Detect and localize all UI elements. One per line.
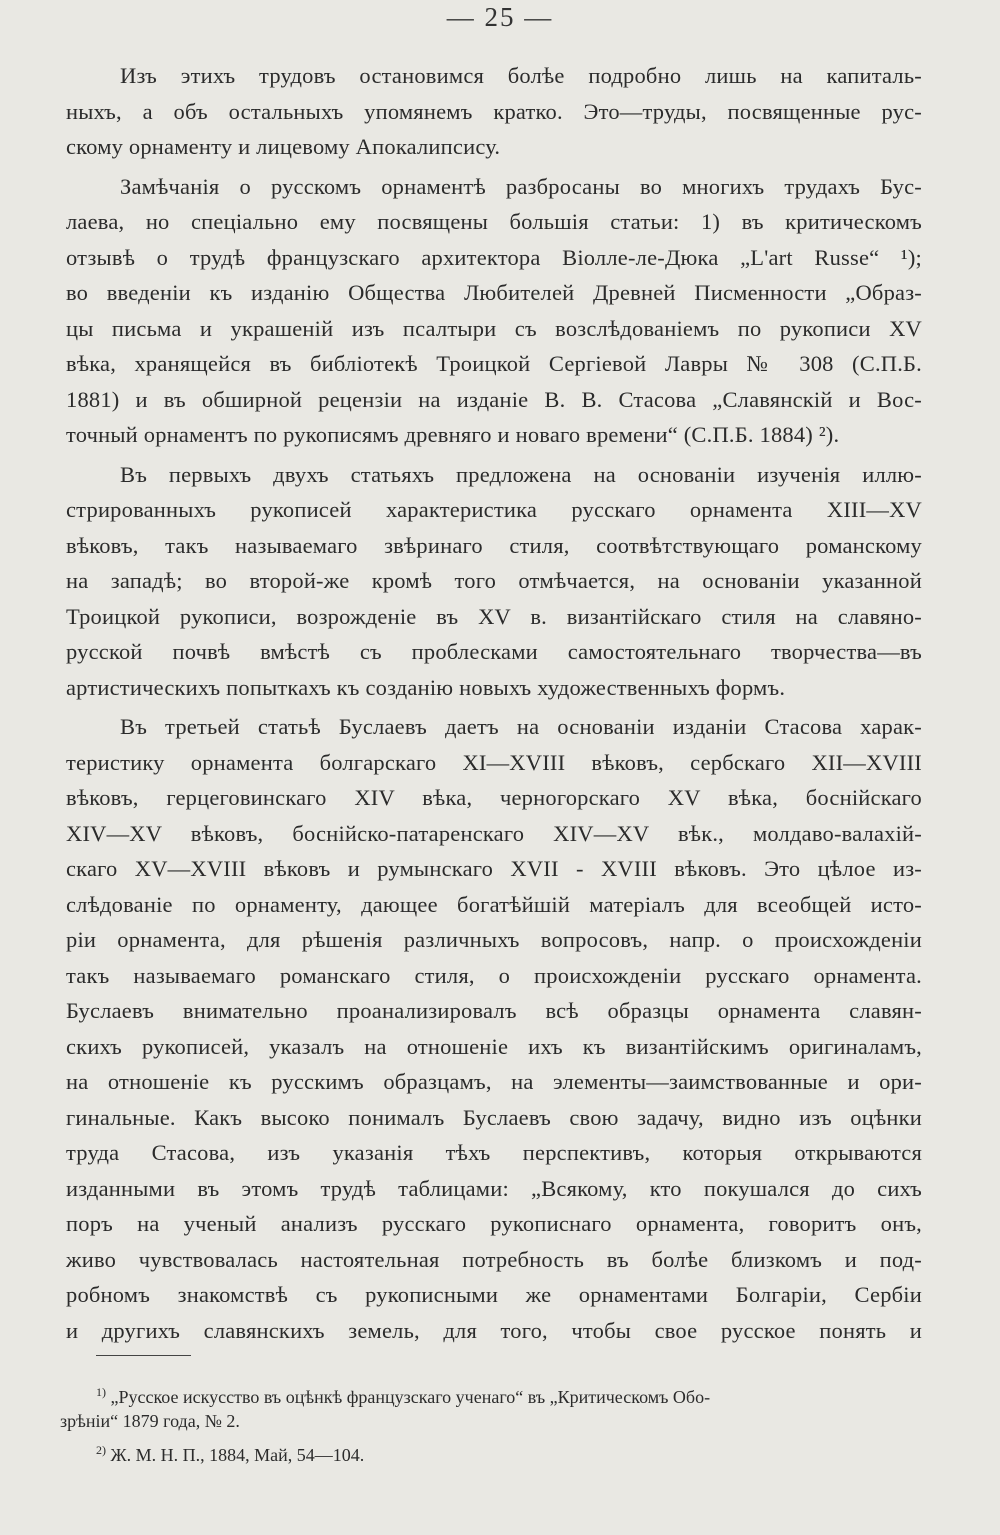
text-line: стрированныхъ рукописей характеристика русскаго орнамента XIII—XV [66, 497, 922, 522]
text-line: отзывѣ о трудѣ французскаго архитектора Віолле-ле-Дюка „L'art Russe“ ¹); [66, 244, 922, 270]
text-line: ріи орнамента, для рѣшенія различныхъ вопросовъ, напр. о происхожденіи [66, 927, 922, 952]
text-line: и другихъ славянскихъ земель, для того, чтобы свое русское понять и [66, 1317, 922, 1343]
text-line: гинальные. Какъ высоко понималъ Буслаевъ свою задачу, видно изъ оцѣнки [66, 1104, 922, 1130]
text-line: такъ называемаго романскаго стиля, о происхожденіи русскаго орнамента. [66, 962, 922, 988]
text-line: скому орнаменту и лицевому Апокалипсису. [66, 134, 501, 159]
text-line: 1881) и въ обширной рецензіи на изданіе В. В. Стасова „Славянскій и Вос- [66, 386, 922, 412]
text-line: живо чувствовалась настоятельная потребность въ болѣе близкомъ и под- [66, 1246, 922, 1272]
text-line: во введеніи къ изданію Общества Любителей Древней Писменности „Образ- [66, 280, 922, 305]
body-text [66, 58, 922, 1348]
text-line: вѣка, хранящейся въ библіотекѣ Троицкой Сергіевой Лавры № 308 (С.П.Б. [66, 351, 922, 376]
text-line: труда Стасова, изъ указанія тѣхъ перспективъ, которыя открываются [66, 1140, 922, 1165]
footnote-line [60, 1407, 922, 1436]
text-line: поръ на ученый анализъ русскаго рукописнаго орнамента, говоритъ онъ, [66, 1211, 922, 1236]
text-line: цы письма и украшеній изъ псалтыри съ возслѣдованіемъ по рукописи XV [66, 315, 922, 341]
text-line: Въ третьей статьѣ Буслаевъ даетъ на основаніи изданіи Стасова харак- [120, 714, 922, 739]
text-line: на западѣ; во второй-же кромѣ того отмѣчается, на основаніи указанной [66, 568, 922, 593]
footnote-text: зрѣніи“ 1879 года, № 2. [60, 1411, 240, 1431]
text-line: точный орнаментъ по рукописямъ древняго и новаго времени“ (С.П.Б. 1884) ²). [66, 422, 840, 447]
text-line: Буслаевъ внимательно проанализировалъ всѣ образцы орнамента славян- [66, 998, 922, 1023]
text-line: теристику орнамента болгарскаго XI—XVIII вѣковъ, сербскаго XII—XVIII [66, 749, 922, 775]
text-line: вѣковъ, герцеговинскаго XIV вѣка, черногорскаго XV вѣка, боснійскаго [66, 785, 922, 810]
footnote-mark: 1) [96, 1385, 106, 1399]
text-line: ныхъ, а объ остальныхъ упомянемъ кратко. Это—труды, посвященные рус- [66, 98, 922, 124]
text-line: лаева, но спеціально ему посвящены большія статьи: 1) въ критическомъ [66, 209, 922, 234]
text-line: XIV—XV вѣковъ, боснійско-патаренскаго XIV—XV вѣк., молдаво-валахій- [66, 820, 922, 846]
page-number: — 25 — [446, 2, 554, 32]
footnote-line [96, 1378, 922, 1407]
footnotes [60, 1378, 922, 1465]
text-line: Изъ этихъ трудовъ остановимся болѣе подробно лишь на капиталь- [120, 63, 922, 88]
footnote-text: Ж. М. Н. П., 1884, Май, 54—104. [110, 1445, 365, 1465]
footnote-line [96, 1436, 922, 1465]
text-line: скаго XV—XVIII вѣковъ и румынскаго XVII - XVIII вѣковъ. Это цѣлое из- [66, 856, 922, 881]
footnote-text: „Русское искусство въ оцѣнкѣ французскаго ученаго“ въ „Критическомъ Обо- [110, 1387, 711, 1407]
text-line: робномъ знакомствѣ съ рукописными же орнаментами Болгаріи, Сербіи [66, 1282, 922, 1307]
text-line: русской почвѣ вмѣстѣ съ проблесками самостоятельнаго творчества—въ [66, 639, 922, 664]
text-line: слѣдованіе по орнаменту, дающее богатѣйшій матеріалъ для всеобщей исто- [66, 891, 922, 917]
text-line: изданными въ этомъ трудѣ таблицами: „Всякому, кто покушался до сихъ [66, 1175, 922, 1201]
text-line: Замѣчанія о русскомъ орнаментѣ разбросаны во многихъ трудахъ Бус- [120, 173, 922, 199]
text-line: скихъ рукописей, указалъ на отношеніе ихъ къ византійскимъ оригиналамъ, [66, 1033, 922, 1059]
text-line: на отношеніе къ русскимъ образцамъ, на элементы—заимствованные и ори- [66, 1069, 922, 1094]
text-line: артистическихъ попыткахъ къ созданію новыхъ художественныхъ формъ. [66, 674, 786, 700]
footnote-mark: 2) [96, 1443, 106, 1457]
text-line: Троицкой рукописи, возрожденіе въ XV в. византійскаго стиля на славяно- [66, 603, 922, 629]
footnote-divider [96, 1355, 191, 1356]
text-line: вѣковъ, такъ называемаго звѣринаго стиля, соотвѣтствующаго романскому [66, 532, 922, 558]
text-line: Въ первыхъ двухъ статьяхъ предложена на основаніи изученія иллю- [120, 461, 922, 487]
